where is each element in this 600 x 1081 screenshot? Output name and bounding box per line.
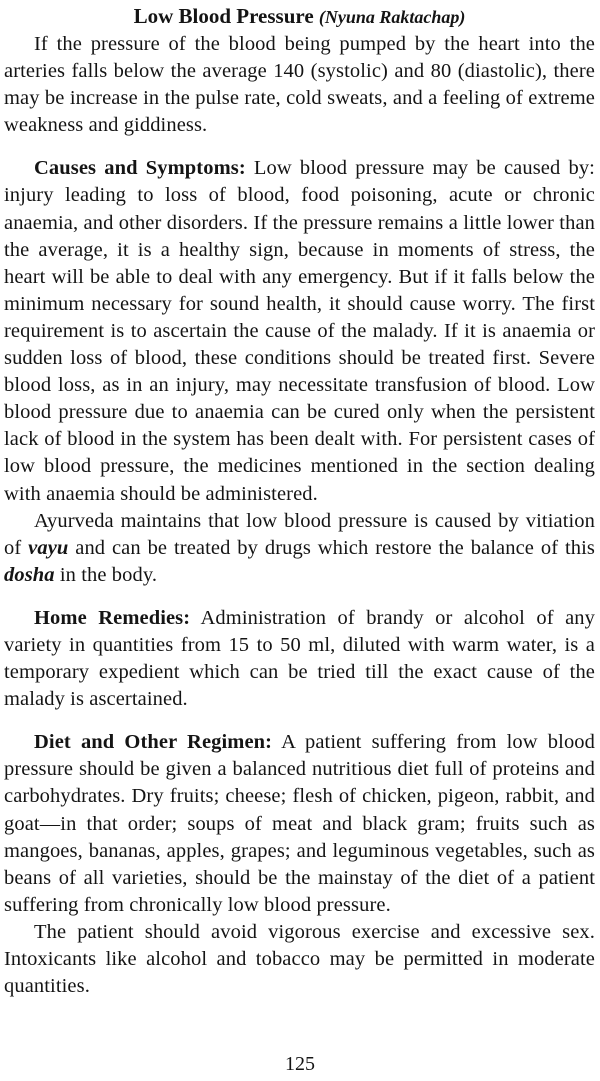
causes-text: Low blood pressure may be caused by: injury leading to loss of blood, food poisoning, acute or chronic anaemia, and other disorders. If the pressure remains a little lower than the average, it is a healthy sign, because in moments of stress, the heart will be able to deal with any emergency. But if it falls below the minimum necessary for sound health, it should cause worry. The first requirement is to ascertain the cause of the malady. If it is anaemia or sudden loss of blood, these conditions should be treated first. Severe blood loss, as in an injury, may necessitate transfusion of blood. Low blood pressure due to anaemia can be cured only when the persistent lack of blood in the system has been dealt with. For persistent cases of low blood pressure, the medicines mentioned in the section dealing with anaemia should be administered. [4,157,595,505]
ayurveda-text-2: and can be treated by drugs which restore the balance of this [68,536,595,559]
book-page [4,2,595,1000]
diet-text: A patient suffering from low blood pressure should be given a balanced nutritious diet full of proteins and carbohydrates. Dry fruits; cheese; flesh of chicken, pigeon, rabbit, and goat—in that order; soups of meat and black gram; fruits such as mangoes, bananas, apples, grapes; and leguminous vegetables, such as beans of all varieties, should be the mainstay of the diet of a patient suffering from chronically low blood pressure. [4,731,595,916]
page-number: 125 [285,1053,315,1075]
causes-paragraph [4,155,595,507]
ayurveda-term-dosha: dosha [4,563,55,586]
home-remedies-heading: Home Remedies: [34,606,191,629]
ayurveda-text-1: Ayurveda maintains that low blood pressure is caused by vitiation of [4,509,595,559]
causes-heading: Causes and Symptoms: [34,157,246,180]
ayurveda-paragraph [4,508,595,589]
ayurveda-text-3: in the body. [54,563,158,586]
section-title-main: Low Blood Pressure [133,4,314,28]
intro-paragraph: If the pressure of the blood being pumped by the heart into the arteries falls below the average 140 (systolic) and 80 (diastolic), there may be increase in the pulse rate, cold sweats, and a feeling of extreme weakness and giddiness. [4,33,595,137]
section-title-sanskrit: (Nyuna Raktachap) [318,7,466,27]
home-remedies-text: Administration of brandy or alcohol of any variety in quantities from 15 to 50 ml, diluted with warm water, is a temporary expedient which can be tried till the exact cause of the malady is ascertained. [4,606,595,711]
section-title [4,2,595,31]
home-remedies-paragraph [4,605,595,713]
ayurveda-term-vayu: vayu [28,536,69,559]
diet-paragraph [4,729,595,919]
diet-heading: Diet and Other Regimen: [34,731,273,754]
closing-paragraph: The patient should avoid vigorous exercise and excessive sex. Intoxicants like alcohol and tobacco may be permitted in moderate quantities. [4,920,595,998]
